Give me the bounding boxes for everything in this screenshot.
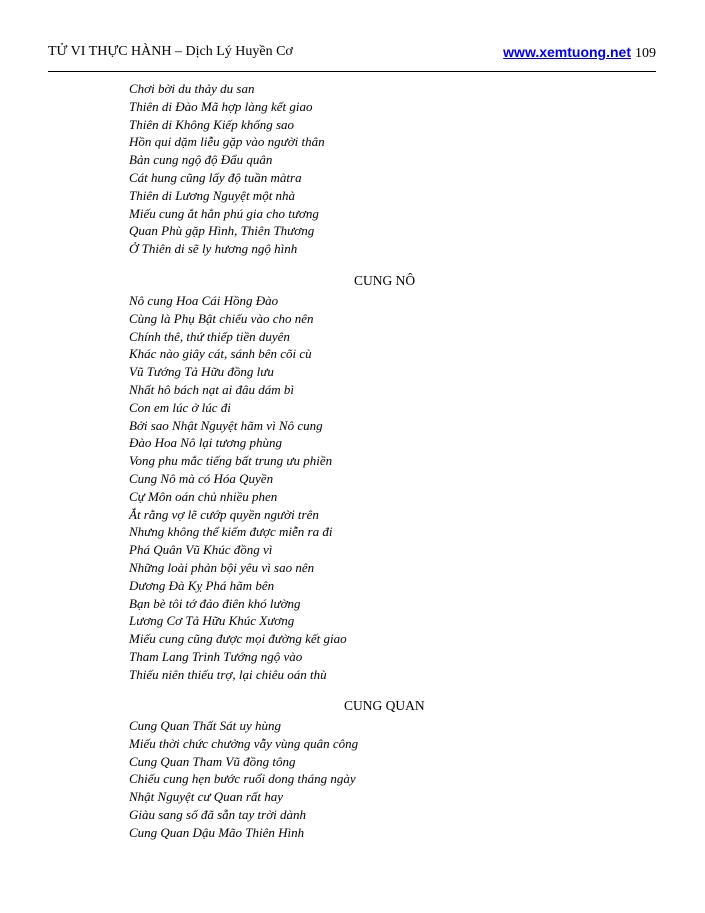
poem-line: Lương Cơ Tả Hữu Khúc Xương	[129, 613, 295, 629]
site-link[interactable]: www.xemtuong.net	[503, 44, 631, 60]
poem-line: Bởi sao Nhật Nguyệt hãm vì Nô cung	[129, 417, 323, 433]
poem-line: Miếu cung cũng được mọi đường kết giao	[129, 631, 347, 647]
header-right	[503, 40, 656, 66]
poem-line: Cung Quan Dậu Mão Thiên Hình	[129, 824, 305, 840]
poem-line: Thiên di Lương Nguyệt một nhà	[129, 187, 296, 203]
poem-block-cung-quan	[129, 717, 358, 842]
poem-line: Ắt rằng vợ lẽ cướp quyền người trên	[129, 506, 319, 522]
poem-line: Thiếu niên thiếu trợ, lại chiêu oán thù	[129, 666, 327, 682]
page-header	[48, 40, 656, 64]
page-number: 109	[635, 46, 656, 61]
poem-line: Khác nào giây cát, sánh bên cõi cù	[129, 346, 312, 362]
poem-line: Chơi bời du thảy du san	[129, 81, 255, 96]
poem-line: Cự Môn oán chủ nhiều phen	[129, 488, 278, 504]
poem-line: Vũ Tướng Tả Hữu đồng lưu	[129, 364, 274, 380]
poem-line: Miếu thời chức chưởng vẫy vùng quân công	[129, 735, 359, 751]
poem-line: Cung Quan Thất Sát uy hùng	[129, 718, 282, 733]
poem-block-thien-di	[129, 80, 325, 258]
poem-line: Tham Lang Trinh Tướng ngộ vào	[129, 648, 303, 664]
poem-line: Chính thê, thứ thiếp tiền duyên	[129, 328, 290, 344]
poem-line: Bạn bè tôi tớ đảo điên khó lường	[129, 595, 301, 611]
header-title: TỬ VI THỰC HÀNH – Dịch Lý Huyền Cơ	[48, 44, 293, 59]
section-title-cung-quan: CUNG QUAN	[344, 698, 425, 713]
section-title-cung-no: CUNG NÔ	[354, 273, 416, 288]
poem-line: Ở Thiên di sẽ ly hương ngộ hình	[129, 241, 298, 257]
poem-line: Nô cung Hoa Cái Hồng Đào	[129, 293, 279, 308]
poem-line: Giàu sang số đã sẵn tay trời dành	[129, 806, 307, 822]
poem-line: Cát hung cũng lấy độ tuần màtra	[129, 169, 302, 185]
poem-line: Nhất hô bách nạt ai đâu dám bì	[129, 381, 295, 397]
poem-line: Những loài phản bội yêu vì sao nên	[129, 559, 315, 575]
poem-line: Thiên di Không Kiếp khống sao	[129, 116, 295, 132]
poem-line: Cung Nô mà có Hóa Quyền	[129, 470, 274, 486]
poem-line: Quan Phù gặp Hình, Thiên Thương	[129, 223, 315, 239]
poem-line: Cùng là Phụ Bật chiếu vào cho nên	[129, 310, 314, 326]
poem-block-cung-no	[129, 292, 347, 684]
poem-line: Đào Hoa Nô lại tương phùng	[129, 435, 283, 451]
header-rule	[48, 71, 656, 72]
poem-line: Phá Quân Vũ Khúc đồng vì	[129, 542, 273, 558]
poem-line: Vong phu mắc tiếng bất trung ưu phiền	[129, 453, 333, 469]
poem-line: Cung Quan Tham Vũ đồng tông	[129, 753, 296, 769]
poem-line: Hồn qui dặm liễu gặp vào người thân	[129, 134, 325, 150]
poem-line: Dương Đà Kỵ Phá hãm bên	[129, 577, 275, 593]
poem-line: Thiên di Đào Mã hợp làng kết giao	[129, 98, 313, 114]
poem-line: Nhật Nguyệt cư Quan rất hay	[129, 789, 284, 805]
poem-line: Chiếu cung hẹn bước ruổi dong tháng ngày	[129, 771, 356, 787]
poem-line: Bản cung ngộ độ Đẩu quân	[129, 152, 273, 168]
poem-line: Nhưng không thể kiếm được miễn ra đi	[129, 524, 333, 540]
poem-line: Con em lúc ở lúc đi	[129, 399, 231, 415]
poem-line: Miếu cung ắt hẳn phú gia cho tương	[129, 205, 319, 221]
